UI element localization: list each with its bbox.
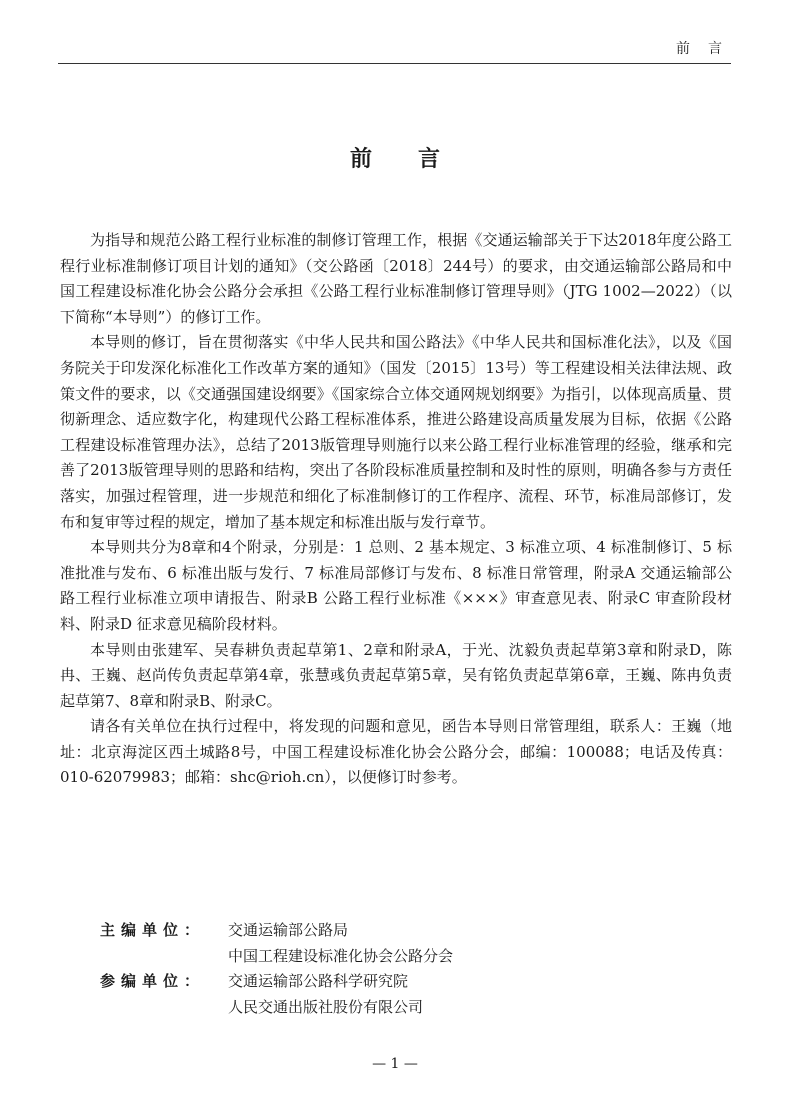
credit-label: 主编单位： bbox=[100, 921, 206, 939]
page-title: 前言 bbox=[349, 147, 486, 172]
credit-value: 人民交通出版社股份有限公司 bbox=[228, 997, 424, 1016]
credit-value: 交通运输部公路科学研究院 bbox=[228, 972, 409, 991]
running-head: 前言 bbox=[676, 41, 740, 57]
credit-value: 中国工程建设标准化协会公路分会 bbox=[228, 946, 454, 965]
credit-label: 参编单位： bbox=[100, 972, 206, 991]
paragraph-3: 本导则共分为8章和4个附录，分别是：1 总则、2 基本规定、3 标准立项、4 标准制修订、5 标准批准与发布、6 标准出版与发行、7 标准局部修订与发布、8 标准日常管理，附录A 交通运输部公路工程行业标准立项申请报告、附录B 公路工程行业标准《×××》审查意见表、附录C 审查阶段材料、附录D 征求意见稿阶段材料。 bbox=[60, 538, 732, 633]
paragraph-2: 本导则的修订，旨在贯彻落实《中华人民共和国公路法》《中华人民共和国标准化法》，以及《国务院关于印发深化标准化工作改革方案的通知》（国发〔2015〕13号）等工程建设相关法律法规、政策文件的要求，以《交通强国建设纲要》《国家综合立体交通网规划纲要》为指引，以体现高质量、贯彻新理念、适应数字化，构建现代公路工程标准体系，推进公路建设高质量发展为目标，依据《公路工程建设标准管理办法》，总结了2013版管理导则施行以来公路工程行业标准管理的经验，继承和完善了2013版管理导则的思路和结构，突出了各阶段标准质量控制和及时性的原则，明确各参与方责任落实，加强过程管理，进一步规范和细化了标准制修订的工作程序、流程、环节，标准局部修订，发布和复审等过程的规定，增加了基本规定和标准出版与发行章节。 bbox=[60, 333, 732, 531]
credits-block bbox=[100, 918, 453, 1020]
participating-units bbox=[100, 969, 453, 1020]
page-number: — 1 — bbox=[372, 1056, 418, 1072]
paragraph-1: 为指导和规范公路工程行业标准的制修订管理工作，根据《交通运输部关于下达2018年度公路工程行业标准制修订项目计划的通知》（交公路函〔2018〕244号）的要求，由交通运输部公路局和中国工程建设标准化协会公路分会承担《公路工程行业标准制修订管理导则》（JTG 1002—2022）（以下简称“本导则”）的修订工作。 bbox=[60, 231, 732, 326]
header-rule bbox=[58, 63, 731, 64]
credit-value: 交通运输部公路局 bbox=[228, 921, 349, 939]
paragraph-4: 本导则由张建军、吴春耕负责起草第1、2章和附录A，于光、沈毅负责起草第3章和附录D，陈冉、王巍、赵尚传负责起草第4章，张慧彧负责起草第5章，吴有铭负责起草第6章，王巍、陈冉负责起草第7、8章和附录B、附录C。 bbox=[60, 640, 732, 710]
paragraph-5: 请各有关单位在执行过程中，将发现的问题和意见，函告本导则日常管理组，联系人：王巍（地址：北京海淀区西土城路8号，中国工程建设标准化协会公路分会，邮编：100088；电话及传真：010-62079983；邮箱：shc@rioh.cn），以便修订时参考。 bbox=[60, 717, 732, 787]
credit-values bbox=[228, 918, 453, 969]
body-text bbox=[60, 228, 732, 791]
chief-editor-units bbox=[100, 918, 453, 969]
credit-values bbox=[228, 969, 423, 1020]
